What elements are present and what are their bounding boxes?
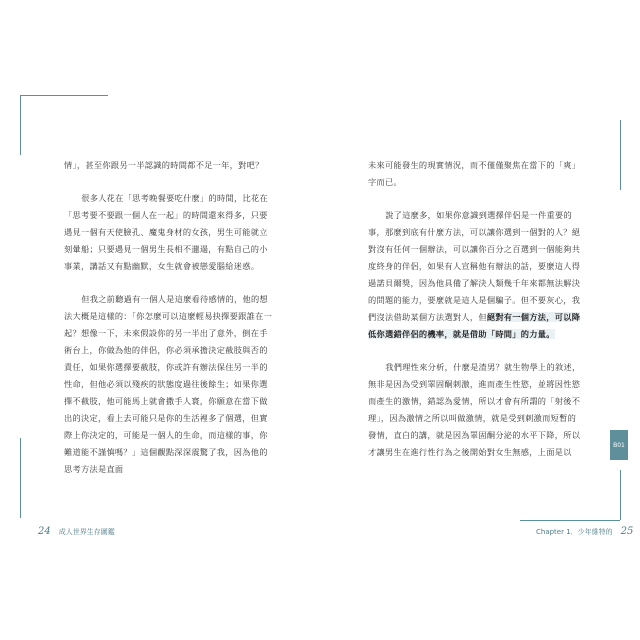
left-paragraph-1: 情」，甚至你跟另一半認識的時間都不足一年，對吧？: [64, 160, 264, 170]
left-page-body: [64, 157, 276, 494]
right-footer: [536, 526, 633, 537]
highlighted-key-sentence: 絕對有一個方法，可以降低你選錯伴侶的機率，就是借助「時間」的力量。: [368, 312, 581, 339]
right-page-body: [368, 157, 584, 477]
right-page: [320, 0, 640, 640]
left-page-number: 24: [38, 526, 51, 537]
right-paragraph-2: [368, 207, 584, 343]
left-paragraph-3: 但我之前聽過有一個人是這麼看待感情的，他的想法大概是這樣的：「你怎麼可以這麼輕易抉擇要跟誰在一起？想像一下，未來假設你的另一半出了意外，倒在手術台上，你做為他的伴侶，你必須承擔決定截肢與否的責任，如果你選擇要截肢，你或許有辦法保住另一半的性命，但他必須以殘疾的狀態度過往後餘生；如果你選擇不截肢，他可能馬上就會撒手人寰，你願意在當下做出的決定，看上去可能只是你的生活裡多了個選，但實際上你決定的，可能是一個人的生命，而這樣的事，你難道能不謹慎嗎？」這個觀點深深震驚了我，因為他的思考方法是直面: [64, 294, 273, 474]
right-paragraph-2-text: 說了這麼多，如果你意識到選擇伴侶是一件重要的事，那麼到底有什麼方法，可以讓你選到一個對的人？絕對沒有任何一個辦法，可以讓你百分之百選到一個能夠共度終身的伴侶，如果有人宣稱他有辦法的話，要麼這人得過諾貝爾獎，因為他具備了解決人類幾千年來都無法解決的問題的能力，要麼就是這人是個騙子。但不要灰心，我們沒法借助某個方法選對人，但: [368, 210, 581, 322]
right-page-number: 25: [620, 526, 634, 537]
right-paragraph-1: 未來可能發生的現實情況，而不僅僅聚焦在當下的「爽」字而已。: [368, 160, 581, 187]
right-paragraph-3: 我們理性來分析，什麼是渣男？就生物學上的敘述，無非是因為受到睪固酮刺激，進而產生性慾，並將因性慾而產生的激情，錯認為愛情，所以才會有所謂的「射後不理」，因為激情之所以叫做激情，就是受到刺激而短暫的發情，直白的講，就是因為睪固酮分泌的水平下降，所以才讓男生在進行性行為之後開始對女生無感，上面是以: [368, 362, 581, 457]
left-footer: [38, 526, 115, 537]
left-running-title: 成人世界生存圖鑑: [58, 528, 115, 536]
chapter-label: Chapter 1．少年維特的: [536, 528, 613, 536]
side-tab: B01: [610, 430, 628, 460]
left-paragraph-2: 很多人花在「思考晚餐要吃什麼」的時間，比花在「思考要不要跟一個人在一起」的時間還來得多，只要遇見一個有天使臉孔、魔鬼身材的女孩，男生可能就立刻暈船；只要遇見一個男生長相不邋遢，有點自己的小事業，講話又有點幽默，女生就會被戀愛腦給迷惑。: [64, 193, 268, 271]
